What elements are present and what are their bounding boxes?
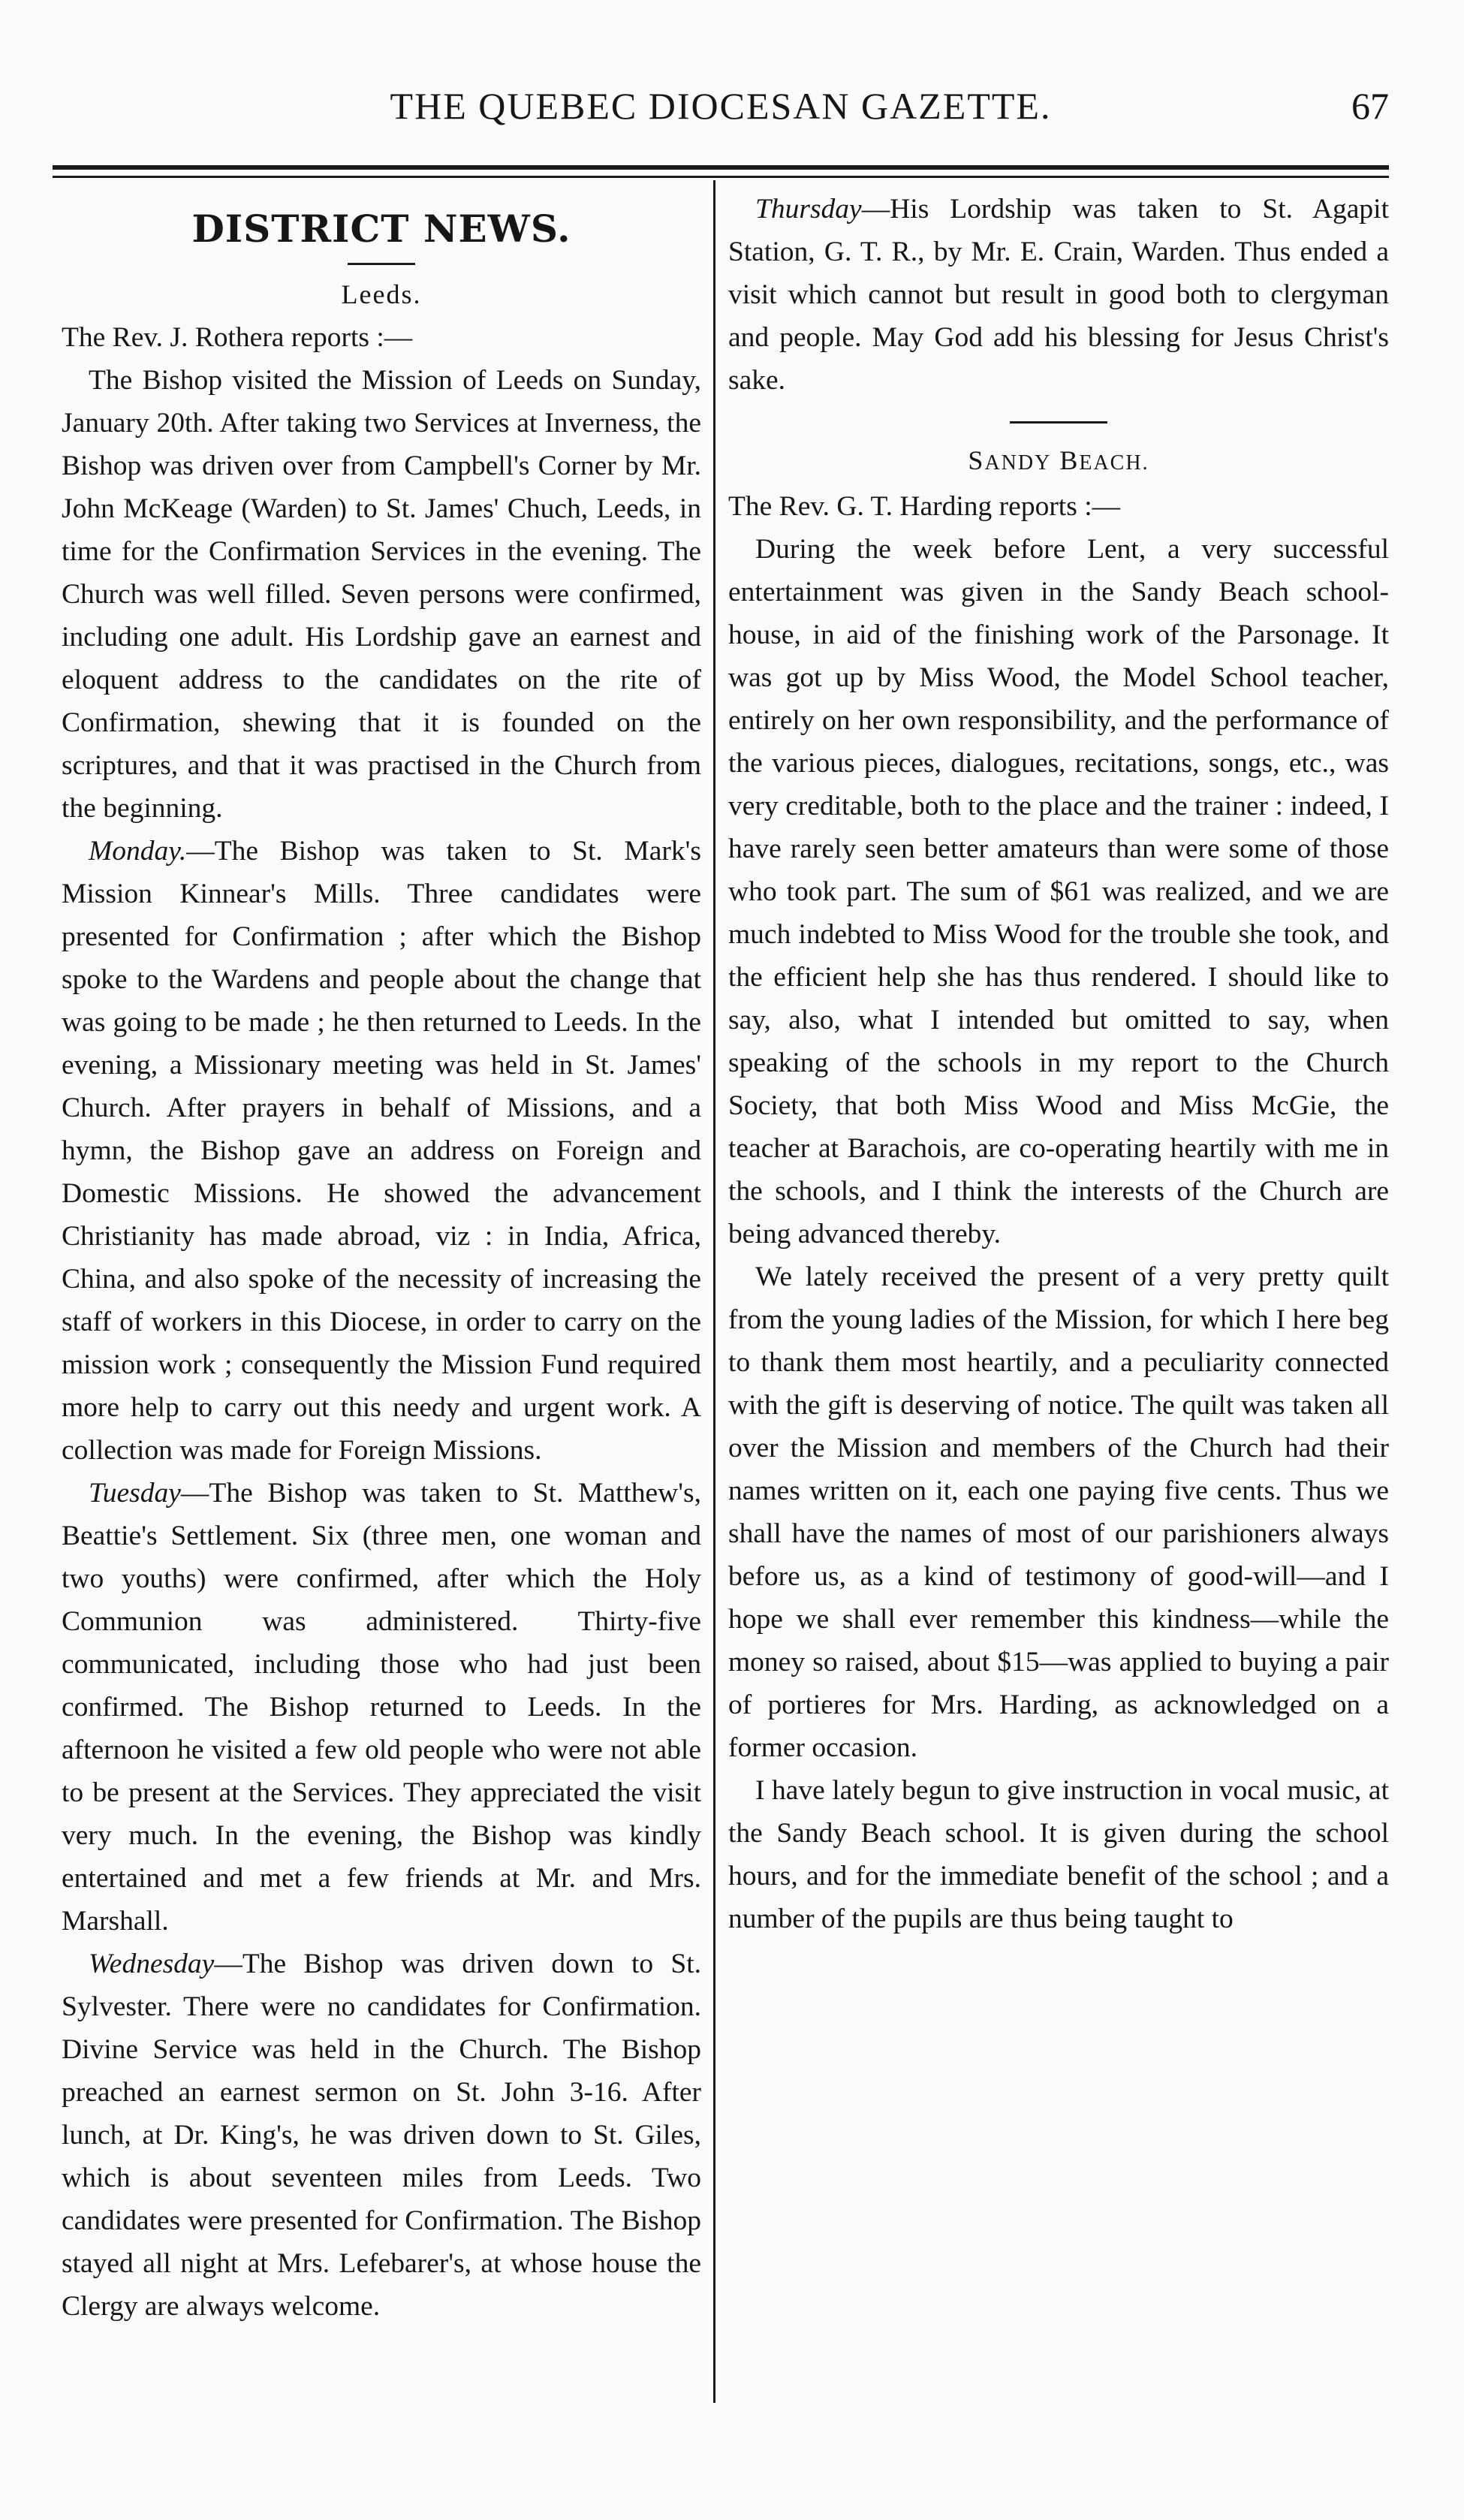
sandy-beach-reporter: The Rev. G. T. Harding reports :— — [728, 491, 1121, 522]
leeds-wednesday-paragraph — [62, 1943, 701, 2328]
sandy-beach-paragraph-2: We lately received the present of a very pretty quilt from the young ladies of the Mission, for which I here beg to thank them most heartily, and a peculiarity connected with the gift is deserving of notice. The quilt was taken all over the Mission and members of the Church had their names written on it, each one paying five cents. Thus we shall have the names of most of our parishioners always before us, as a kind of testimony of good-will—and I hope we shall ever remember this kindness—while the money so raised, about $15—was applied to buying a pair of portieres for Mrs. Harding, as acknowledged on a former occasion. — [728, 1262, 1389, 1763]
leeds-heading: Leeds. — [341, 279, 422, 309]
heading-initial-s: S — [968, 445, 985, 475]
sandy-beach-paragraph-3: I have lately begun to give instruction in vocal music, at the Sandy Beach school. It is given during the school hours, and for the immediate benefit of the school ; and a number of the pupils are thus being taught to — [728, 1775, 1389, 1934]
left-column — [62, 188, 701, 2328]
wednesday-label: Wednesday — [89, 1949, 215, 1979]
section-title: DISTRICT NEWS. — [191, 206, 571, 251]
monday-text: —The Bishop was taken to St. Mark's Mission Kinnear's Mills. Three candidates were presented for Confirmation ; after which the Bishop spoke to the Wardens and people about the change that was going to be made ; he then returned to Leeds. In the evening, a Missionary meeting was held in St. James' Church. After prayers in behalf of Missions, and a hymn, the Bishop gave an address on Foreign and Domestic Missions. He showed the advancement Christianity has made abroad, viz : in India, Africa, China, and also spoke of the necessity of increasing the staff of workers in this Diocese, in order to carry on the mission work ; consequently the Mission Fund required more help to carry out this needy and urgent work. A collection was made for Foreign Missions. — [62, 836, 701, 1466]
header-rule-thin — [53, 176, 1389, 178]
thursday-text: —His Lordship was taken to St. Agapit Station, G. T. R., by Mr. E. Crain, Warden. Thus ended a visit which cannot but result in good both to clergyman and people. May God add his blessing for Jesus Christ's sake. — [728, 194, 1389, 396]
thursday-label: Thursday — [755, 194, 862, 225]
leeds-tuesday-paragraph — [62, 1472, 701, 1943]
sandy-beach-paragraph-1: During the week before Lent, a very successful entertainment was given in the Sandy Beach school-house, in aid of the finishing work of the Parsonage. It was got up by Miss Wood, the Model School teacher, entirely on her own responsibility, and the performance of the various pieces, dialogues, recitations, songs, etc., was very creditable, both to the place and the trainer : indeed, I have rarely seen better amateurs than were some of those who took part. The sum of $61 was realized, and we are much indebted to Miss Wood for the trouble she took, and the efficient help she has thus rendered. I should like to say, also, what I intended but omitted to say, when speaking of the schools in my report to the Church Society, that both Miss Wood and Miss McGie, the teacher at Barachois, are co-operating heartily with me in the schools, and I think the interests of the Church are being advanced thereby. — [728, 534, 1389, 1249]
header-rule-thick — [53, 165, 1389, 170]
monday-label: Monday. — [89, 836, 187, 867]
publication-title: THE QUEBEC DIOCESAN GAZETTE. — [390, 85, 1052, 127]
leeds-monday-paragraph — [62, 830, 701, 1472]
page-number: 67 — [1351, 85, 1389, 127]
column-divider — [713, 180, 715, 2403]
heading-initial-b: B — [1059, 445, 1080, 475]
tuesday-text: —The Bishop was taken to St. Matthew's, Beattie's Settlement. Six (three men, one woman and two youths) were confirmed, after which the Holy Communion was administered. Thirty-five communicated, including those who had just been confirmed. The Bishop returned to Leeds. In the afternoon he visited a few old people who were not able to be present at the Services. They appreciated the visit very much. In the evening, the Bishop was kindly entertained and met a few friends at Mr. and Mrs. Marshall. — [62, 1478, 701, 1937]
sandy-beach-heading — [728, 439, 1389, 485]
leeds-reporter: The Rev. J. Rothera reports :— — [62, 322, 413, 353]
wednesday-text: —The Bishop was driven down to St. Sylvester. There were no candidates for Confirmation. Divine Service was held in the Church. The Bishop preached an earnest sermon on St. John 3-16. After lunch, at Dr. King's, he was driven down to St. Giles, which is about seventeen miles from Leeds. Two candidates were presented for Confirmation. The Bishop stayed all night at Mrs. Lefebarer's, at whose house the Clergy are always welcome. — [62, 1949, 701, 2322]
leeds-thursday-paragraph — [728, 188, 1389, 402]
page-header — [53, 84, 1389, 137]
heading-rest-andy: ANDY — [984, 451, 1052, 475]
section-separator-rule — [1010, 421, 1107, 424]
title-rule — [348, 263, 415, 265]
right-column — [728, 188, 1389, 1940]
heading-rest-each: EACH. — [1079, 451, 1149, 475]
leeds-intro-paragraph: The Bishop visited the Mission of Leeds on Sunday, January 20th. After taking two Services at Inverness, the Bishop was driven over from Campbell's Corner by Mr. John McKeage (Warden) to St. James' Chuch, Leeds, in time for the Confirmation Services in the evening. The Church was well filled. Seven persons were confirmed, including one adult. His Lordship gave an earnest and eloquent address to the candidates on the rite of Confirmation, shewing that it is founded on the scriptures, and that it was practised in the Church from the beginning. — [62, 365, 701, 824]
tuesday-label: Tuesday — [89, 1478, 181, 1509]
